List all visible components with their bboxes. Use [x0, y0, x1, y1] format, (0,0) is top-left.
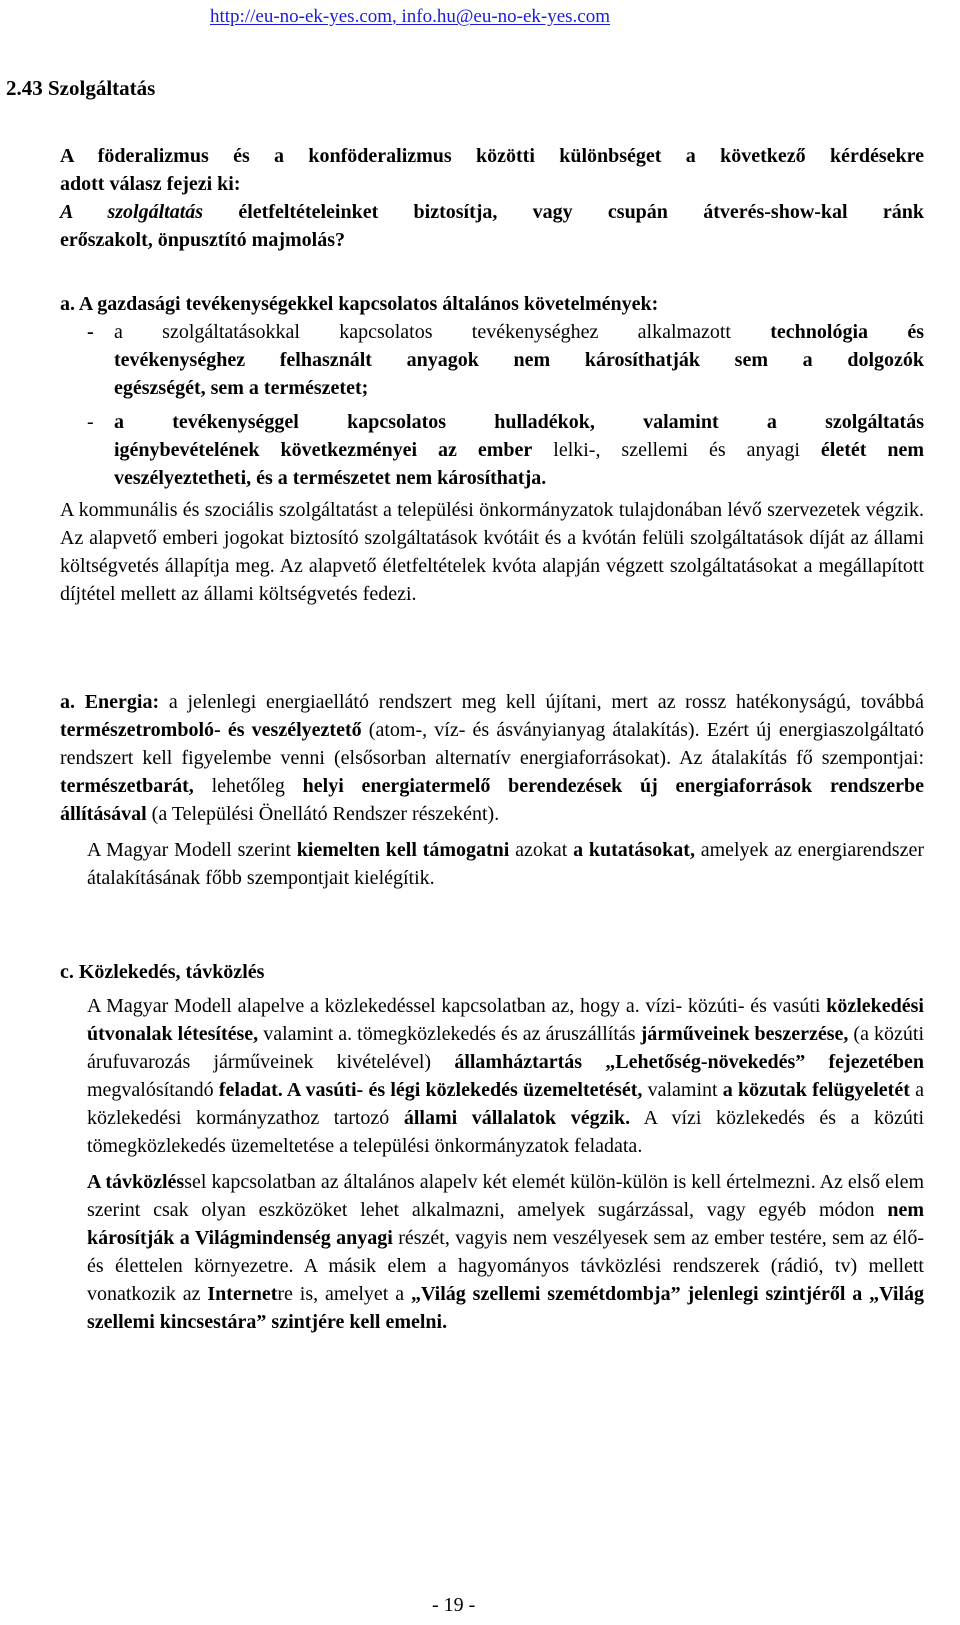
requirement-line [114, 318, 924, 346]
transport-text: valamint a. tömegközlekedés és az áruszállítás [258, 1023, 641, 1045]
question-line: erőszakolt, önpusztító majmolás? [60, 229, 345, 251]
energy-label: a. Energia: [60, 691, 160, 713]
requirement-line: veszélyeztetheti, és a természetet nem károsíthatja. [114, 467, 547, 489]
telecom-paragraph [60, 1168, 924, 1336]
transport-text: megvalósítandó [87, 1079, 219, 1101]
transport-text: valamint [642, 1079, 723, 1101]
requirement-bold: igénybevételének következményei az ember [114, 439, 533, 461]
research-bold: a kutatásokat, [573, 839, 695, 861]
research-text: amelyek az energiarendszer átalakításának főbb szempontjait kielégítik. [87, 839, 924, 889]
transport-bold: feladat. A vasúti- és légi közlekedés üzemeltetését, [218, 1079, 643, 1101]
transport-text: A vízi közlekedés és a közúti tömegközlekedés üzemeltetése a települési önkormányzatok feladata. [87, 1107, 925, 1157]
transport-paragraph [60, 992, 924, 1160]
transport-bold: államháztartás „Lehetőség-növekedés” fejezetében [454, 1051, 924, 1073]
transport-text: A Magyar Modell alapelve a közlekedéssel kapcsolatban az, hogy a. vízi- közúti- és vasúti [87, 995, 827, 1017]
requirement-line: a tevékenységgel kapcsolatos hulladékok, valamint a szolgáltatás [114, 411, 924, 433]
telecom-bold: nem károsítják a Világmindenség anyagi [87, 1199, 924, 1249]
requirements-block [60, 290, 924, 608]
bullet-dash: - [87, 411, 94, 433]
energy-text: (a Települési Önellátó Rendszer részeként). [146, 803, 500, 825]
requirement-text: a szolgáltatásokkal kapcsolatos tevékenységhez alkalmazott [114, 321, 771, 343]
question-block [60, 142, 924, 254]
bullet-dash: - [87, 321, 94, 343]
energy-text: a jelenlegi energiaellátó rendszert meg kell újítani, mert az rossz hatékonyságú, továbbá [159, 691, 924, 713]
question-line [60, 198, 924, 226]
page-number: - 19 - [432, 1594, 476, 1616]
question-line: A föderalizmus és a konföderalizmus közötti különbséget a következő kérdésekre [60, 145, 924, 167]
transport-bold: járműveinek beszerzése, [640, 1023, 849, 1045]
energy-bold: természetbarát, [60, 775, 194, 797]
energy-text: (atom-, víz- és ásványianyag átalakítás). Ezért új energiaszolgáltató rendszert kell figyelembe venni (elsősorban alternatív energiaforrásokat). Az átalakítás fő szempontjai: [60, 719, 924, 769]
telecom-bold: Internet [207, 1283, 278, 1305]
energy-bold: természetromboló- és veszélyeztető [60, 719, 362, 741]
website-link[interactable]: http://eu-no-ek-yes.com [210, 6, 393, 27]
energy-block [60, 688, 924, 892]
question-italic: A szolgáltatás [60, 201, 204, 223]
requirement-line: egészségét, sem a természetet; [114, 377, 369, 399]
page-header [210, 6, 610, 28]
research-text: azokat [509, 839, 574, 861]
transport-block [60, 958, 924, 1336]
transport-text: a közlekedési kormányzathoz tartozó [87, 1079, 924, 1129]
requirement-bold: technológia és [770, 321, 924, 343]
research-text: A Magyar Modell szerint [87, 839, 297, 861]
email-link[interactable]: info.hu@eu-no-ek-yes.com [401, 6, 611, 27]
transport-heading: c. Közlekedés, távközlés [60, 961, 265, 983]
requirement-text: lelki-, szellemi és anyagi [532, 439, 821, 461]
section-title: 2.43 Szolgáltatás [6, 76, 156, 100]
requirement-line [114, 436, 924, 464]
header-separator: , [392, 6, 402, 27]
transport-bold: közlekedési útvonalak létesítése, [87, 995, 924, 1045]
research-paragraph [60, 836, 924, 892]
transport-text: (a közúti árufuvarozás járműveinek kivételével) [87, 1023, 925, 1073]
telecom-text: re is, amelyet a [277, 1283, 411, 1305]
requirement-item [60, 318, 924, 402]
services-paragraph: A kommunális és szociális szolgáltatást a települési önkormányzatok tulajdonában lévő szervezetek végzik. Az alapvető emberi jogokat biztosító szolgáltatások kvótáit és a kvótán felüli szolgáltatások díját az állami költségvetés állapítja meg. Az alapvető életfeltételek kvóta alapján végzett szolgáltatásokat a megállapított díjtétel mellett az állami költségvetés fedezi. [60, 499, 924, 605]
energy-paragraph [60, 688, 924, 828]
telecom-text: részét, vagyis nem veszélyesek sem az ember testére, sem az élő- és élettelen környezetre. A másik elem a hagyományos távközlési rendszerek (rádió, tv) mellett vonatkozik az [87, 1227, 924, 1305]
requirement-item [60, 408, 924, 492]
question-text: életfeltételeinket biztosítja, vagy csupán átverés-show-kal ránk [203, 201, 924, 223]
question-line: adott válasz fejezi ki: [60, 173, 241, 195]
energy-text: lehetőleg [193, 775, 303, 797]
requirement-line: tevékenységhez felhasznált anyagok nem károsíthatják sem a dolgozók [114, 349, 924, 371]
telecom-bold: A távközlés [87, 1171, 185, 1193]
requirements-heading: a. A gazdasági tevékenységekkel kapcsolatos általános követelmények: [60, 293, 659, 315]
transport-bold: a közutak felügyeletét [722, 1079, 910, 1101]
telecom-bold: „Világ szellemi szemétdombja” jelenlegi szintjéről a „Világ szellemi kincsestára” szintjére kell emelni. [87, 1283, 924, 1333]
energy-bold: helyi energiatermelő berendezések új energiaforrások rendszerbe állításával [60, 775, 924, 825]
transport-bold: állami vállalatok végzik. [403, 1107, 631, 1129]
telecom-text: sel kapcsolatban az általános alapelv két elemét külön-külön is kell értelmezni. Az első elem szerint csak olyan eszközöket lehet alkalmazni, amelyek sugárzással, vagy egyéb módon [87, 1171, 924, 1221]
requirement-bold: életét nem [820, 439, 925, 461]
research-bold: kiemelten kell támogatni [296, 839, 510, 861]
